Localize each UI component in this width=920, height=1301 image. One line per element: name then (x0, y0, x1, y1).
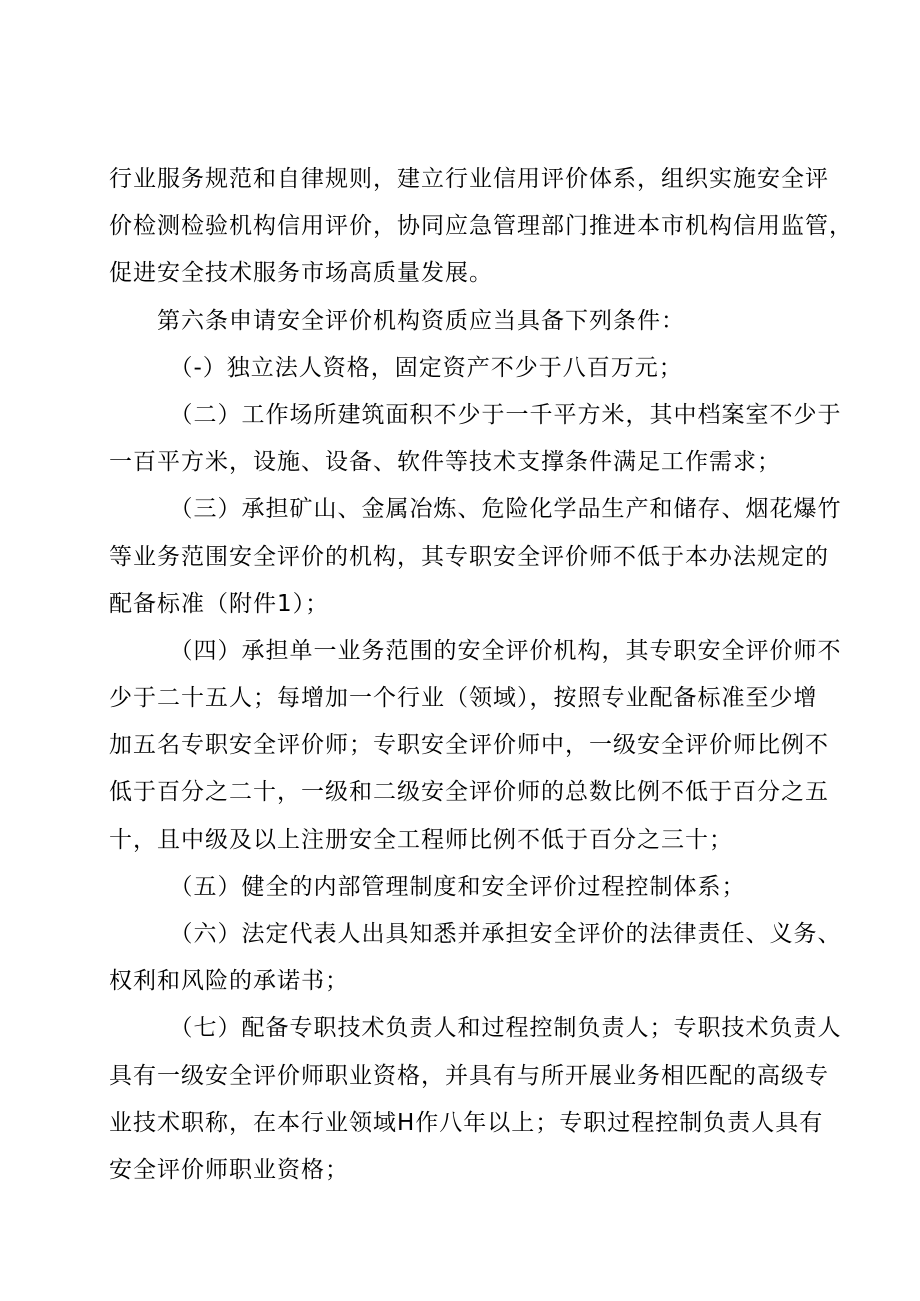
text-line: 低于百分之二十，一级和二级安全评价师的总数比例不低于百分之五 (109, 779, 829, 806)
paragraph-item-7 (109, 1005, 842, 1194)
text-line: 业技术职称，在本行业领域H作八年以上；专职过程控制负责人具有 (109, 1109, 824, 1136)
text-line: 权利和风险的承诺书； (109, 968, 349, 995)
document-page (109, 156, 853, 1194)
text-line: （二）工作场所建筑面积不少于一千平方米，其中档案室不少于 (109, 401, 842, 428)
paragraph-article-6 (109, 298, 814, 345)
text-line: （五）健全的内部管理制度和安全评价过程控制体系； (109, 873, 746, 900)
text-line: （四）承担单一业务范围的安全评价机构，其专职安全评价师不 (109, 637, 842, 664)
text-line: 加五名专职安全评价师；专职安全评价师中，一级安全评价师比例不 (109, 732, 829, 759)
text-line: 十，且中级及以上注册安全工程师比例不低于百分之三十； (109, 826, 733, 853)
text-line: 价检测检验机构信用评价，协同应急管理部门推进本市机构信用监管， (109, 213, 853, 240)
text-line: 安全评价师职业资格； (109, 1156, 349, 1183)
paragraph-item-5 (109, 864, 814, 911)
text-line: 促进安全技术服务市场高质量发展。 (109, 260, 493, 287)
paragraph-continuation (109, 156, 853, 298)
paragraph-item-3 (109, 486, 842, 628)
text-line: 等业务范围安全评价的机构，其专职安全评价师不低于本办法规定的 (109, 543, 829, 570)
text-line: 配备标准（附件1）； (109, 590, 330, 617)
paragraph-item-2 (109, 392, 842, 486)
text-line: 少于二十五人；每增加一个行业（领域），按照专业配备标准至少增 (109, 685, 818, 712)
text-line: 一百平方米，设施、设备、软件等技术支撑条件满足工作需求； (109, 449, 781, 476)
text-line: 行业服务规范和自律规则，建立行业信用评价体系，组织实施安全评 (109, 166, 829, 192)
paragraph-item-1 (109, 345, 814, 392)
text-line: （七）配备专职技术负责人和过程控制负责人；专职技术负责人 (109, 1015, 842, 1042)
paragraph-item-6 (109, 911, 842, 1005)
text-line: 具有一级安全评价师职业资格，并具有与所开展业务相匹配的高级专 (109, 1062, 829, 1089)
paragraph-item-4 (109, 628, 842, 864)
article-heading-line: 第六条申请安全评价机构资质应当具备下列条件： (109, 307, 685, 334)
text-line: （-）独立法人资格，固定资产不少于八百万元； (109, 354, 683, 381)
text-line: （六）法定代表人出具知悉并承担安全评价的法律责任、义务、 (109, 921, 842, 947)
text-line: （三）承担矿山、金属冶炼、危险化学品生产和储存、烟花爆竹 (109, 496, 842, 523)
